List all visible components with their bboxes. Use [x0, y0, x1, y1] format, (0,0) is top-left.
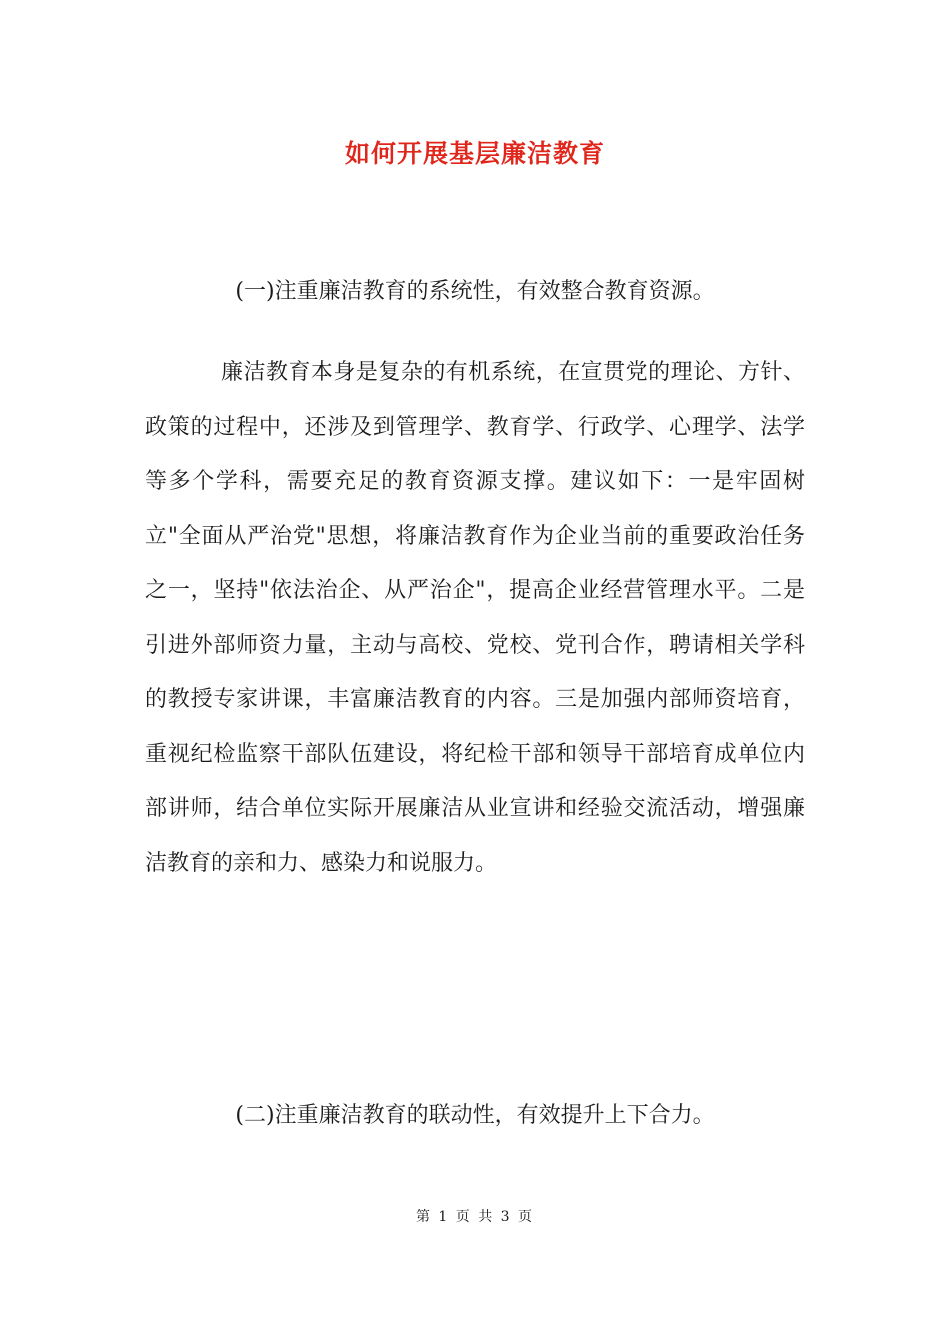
section-heading-2: (二)注重廉洁教育的联动性，有效提升上下合力。 — [235, 1103, 715, 1128]
paragraph-line: 之一，坚持"依法治企、从严治企"，提高企业经营管理水平。二是 — [145, 578, 805, 603]
section-heading-1: (一)注重廉洁教育的系统性，有效整合教育资源。 — [235, 279, 715, 304]
paragraph-line: 廉洁教育本身是复杂的有机系统，在宣贯党的理论、方针、 — [221, 360, 805, 385]
paragraph-line: 政策的过程中，还涉及到管理学、教育学、行政学、心理学、法学 — [145, 414, 805, 440]
paragraph-line: 引进外部师资力量，主动与高校、党校、党刊合作，聘请相关学科 — [145, 632, 805, 658]
paragraph-line: 立"全面从严治党"思想，将廉洁教育作为企业当前的重要政治任务 — [145, 523, 805, 549]
paragraph-line: 洁教育的亲和力、感染力和说服力。 — [145, 850, 498, 876]
paragraph-line: 部讲师，结合单位实际开展廉洁从业宣讲和经验交流活动，增强廉 — [145, 796, 805, 821]
paragraph-1 — [145, 346, 805, 891]
paragraph-line: 重视纪检监察干部队伍建设，将纪检干部和领导干部培育成单位内 — [145, 741, 805, 767]
paragraph-line: 的教授专家讲课，丰富廉洁教育的内容。三是加强内部师资培育， — [145, 687, 805, 712]
paragraph-line: 等多个学科，需要充足的教育资源支撑。建议如下：一是牢固树 — [145, 469, 805, 494]
document-title: 如何开展基层廉洁教育 — [344, 139, 605, 168]
page-number-footer: 第 1 页 共 3 页 — [415, 1209, 535, 1225]
